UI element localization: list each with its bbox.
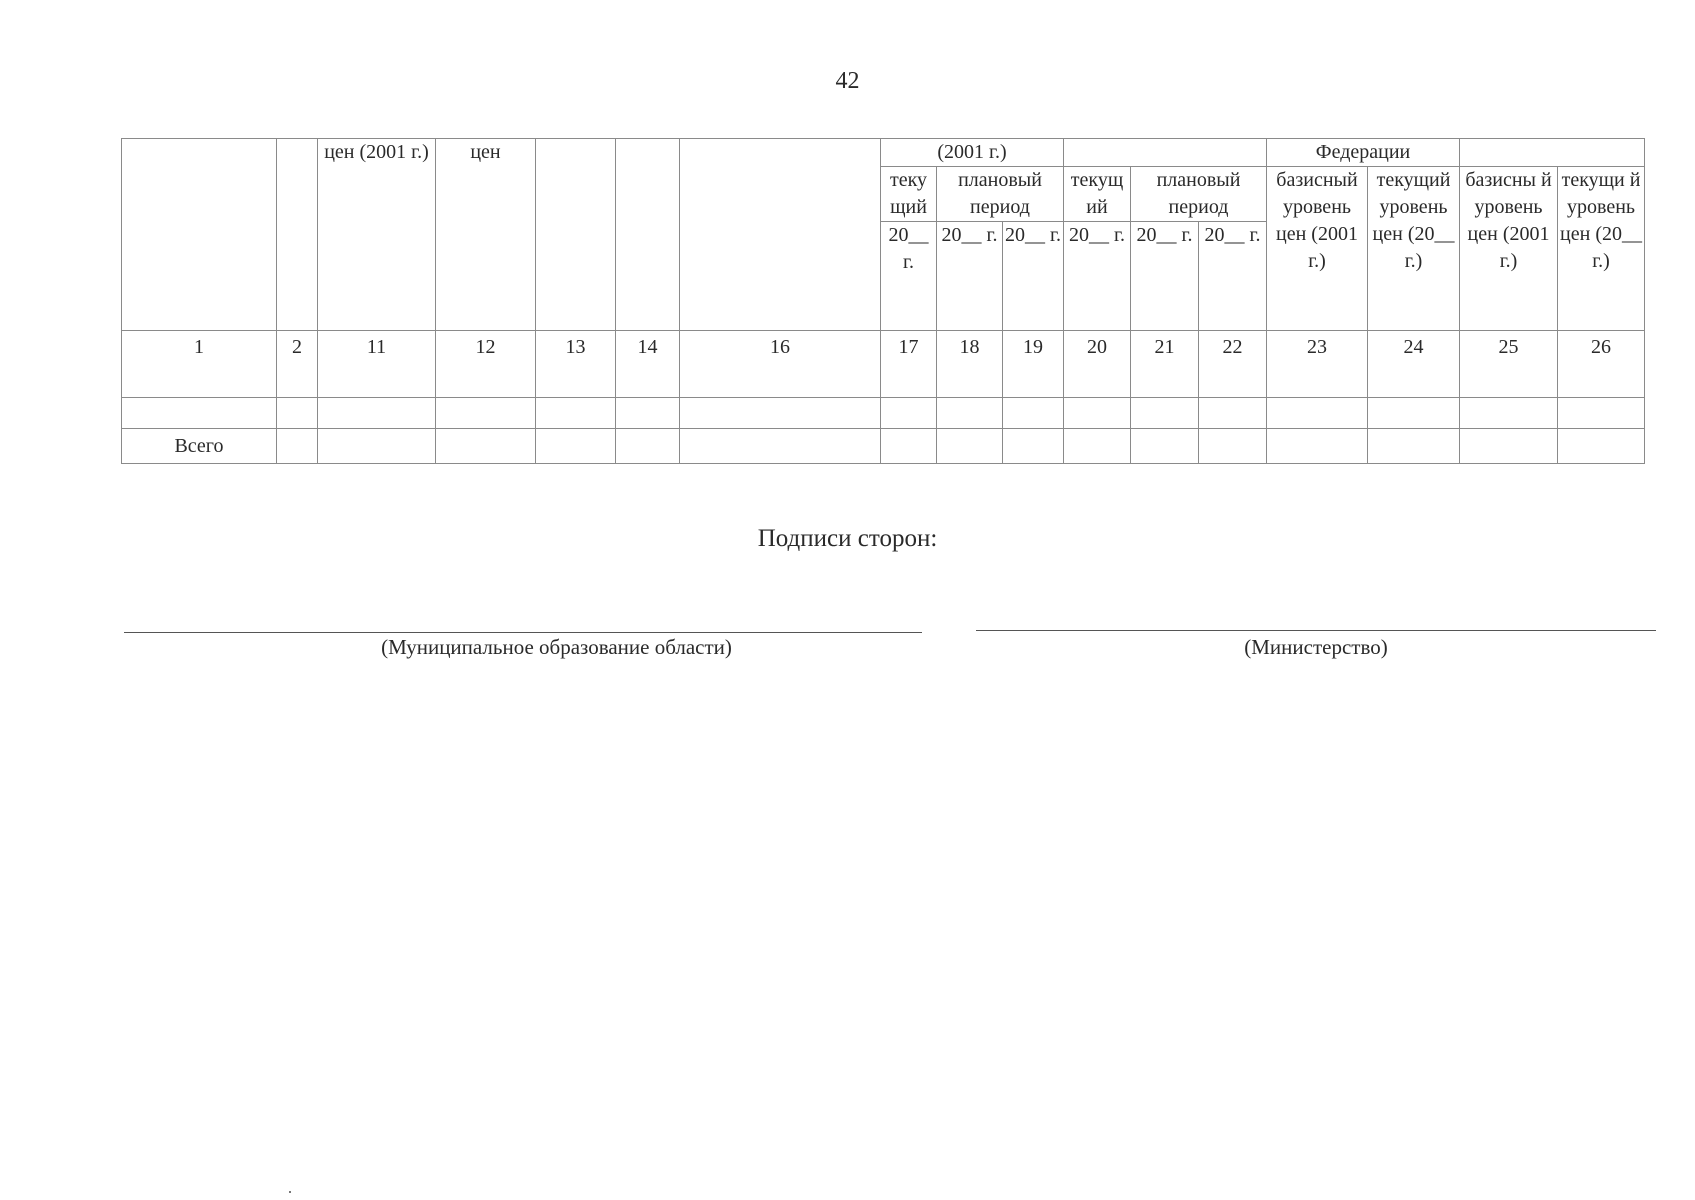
table-cell [680, 429, 881, 464]
column-number: 11 [318, 331, 436, 398]
table-cell [616, 429, 680, 464]
table-cell [122, 398, 277, 429]
table-cell [1460, 398, 1558, 429]
table-cell [1199, 429, 1267, 464]
column-number: 1 [122, 331, 277, 398]
table-cell [1267, 429, 1368, 464]
table-cell [436, 429, 536, 464]
header-cell-16 [680, 139, 881, 331]
right-signature-line [976, 630, 1656, 631]
header-year-22: 20__ г. [1199, 222, 1267, 331]
column-number: 13 [536, 331, 616, 398]
page-number: 42 [835, 68, 860, 94]
header-year-19: 20__ г. [1003, 222, 1064, 331]
column-number: 20 [1064, 331, 1131, 398]
header-group-20-22 [1064, 139, 1267, 167]
header-cell-11: цен (2001 г.) [318, 139, 436, 331]
column-number: 19 [1003, 331, 1064, 398]
header-planned-18-19: плановый период [937, 167, 1064, 222]
header-cell-1 [122, 139, 277, 331]
column-number: 16 [680, 331, 881, 398]
right-signature-caption: (Министерство) [1244, 635, 1388, 659]
column-number: 2 [277, 331, 318, 398]
column-number: 24 [1368, 331, 1460, 398]
header-planned-21-22: плановый период [1131, 167, 1267, 222]
column-number: 22 [1199, 331, 1267, 398]
table-cell [1460, 429, 1558, 464]
table-cell [1368, 398, 1460, 429]
table-cell [318, 429, 436, 464]
column-number: 21 [1131, 331, 1199, 398]
table-cell [937, 429, 1003, 464]
signatures-title: Подписи сторон: [757, 525, 938, 552]
header-cell-12: цен [436, 139, 536, 331]
table-cell [277, 429, 318, 464]
header-year-17: 20__ г. [881, 222, 937, 331]
column-number: 17 [881, 331, 937, 398]
budget-table [121, 138, 1645, 464]
table-cell [680, 398, 881, 429]
table-cell [1267, 398, 1368, 429]
header-base-level-25: базисны й уровень цен (2001 г.) [1460, 167, 1558, 331]
total-label: Всего [122, 429, 277, 464]
header-cell-2 [277, 139, 318, 331]
table-cell [1558, 398, 1645, 429]
left-signature-line [124, 632, 922, 633]
header-group-25-26 [1460, 139, 1645, 167]
header-group-federation: Федерации [1267, 139, 1460, 167]
table-cell [937, 398, 1003, 429]
table-cell [1199, 398, 1267, 429]
table-row [122, 398, 1645, 429]
column-number: 26 [1558, 331, 1645, 398]
table-cell [318, 398, 436, 429]
table-cell [536, 398, 616, 429]
scan-speck [289, 1191, 291, 1193]
total-row [122, 429, 1645, 464]
table-cell [436, 398, 536, 429]
table-cell [1064, 398, 1131, 429]
column-number-row [122, 331, 1645, 398]
header-year-18: 20__ г. [937, 222, 1003, 331]
header-cell-13 [536, 139, 616, 331]
table-cell [1131, 398, 1199, 429]
table-cell [881, 398, 937, 429]
header-current-17: теку щий [881, 167, 937, 222]
header-year-21: 20__ г. [1131, 222, 1199, 331]
header-cell-14 [616, 139, 680, 331]
table-cell [881, 429, 937, 464]
header-year-20: 20__ г. [1064, 222, 1131, 331]
table-cell [1064, 429, 1131, 464]
header-current-level-24: текущий уровень цен (20__ г.) [1368, 167, 1460, 331]
column-number: 12 [436, 331, 536, 398]
table-cell [1558, 429, 1645, 464]
table-cell [536, 429, 616, 464]
table-cell [1003, 429, 1064, 464]
column-number: 14 [616, 331, 680, 398]
table-cell [1368, 429, 1460, 464]
table-cell [1003, 398, 1064, 429]
table-cell [1131, 429, 1199, 464]
left-signature-caption: (Муниципальное образование области) [381, 635, 732, 659]
header-current-level-26: текущи й уровень цен (20__ г.) [1558, 167, 1645, 331]
header-group-2001: (2001 г.) [881, 139, 1064, 167]
column-number: 23 [1267, 331, 1368, 398]
column-number: 25 [1460, 331, 1558, 398]
header-row-continuation [122, 139, 1645, 167]
table-cell [616, 398, 680, 429]
column-number: 18 [937, 331, 1003, 398]
header-current-20: текущ ий [1064, 167, 1131, 222]
table-cell [277, 398, 318, 429]
header-base-level-23: базисный уровень цен (2001 г.) [1267, 167, 1368, 331]
